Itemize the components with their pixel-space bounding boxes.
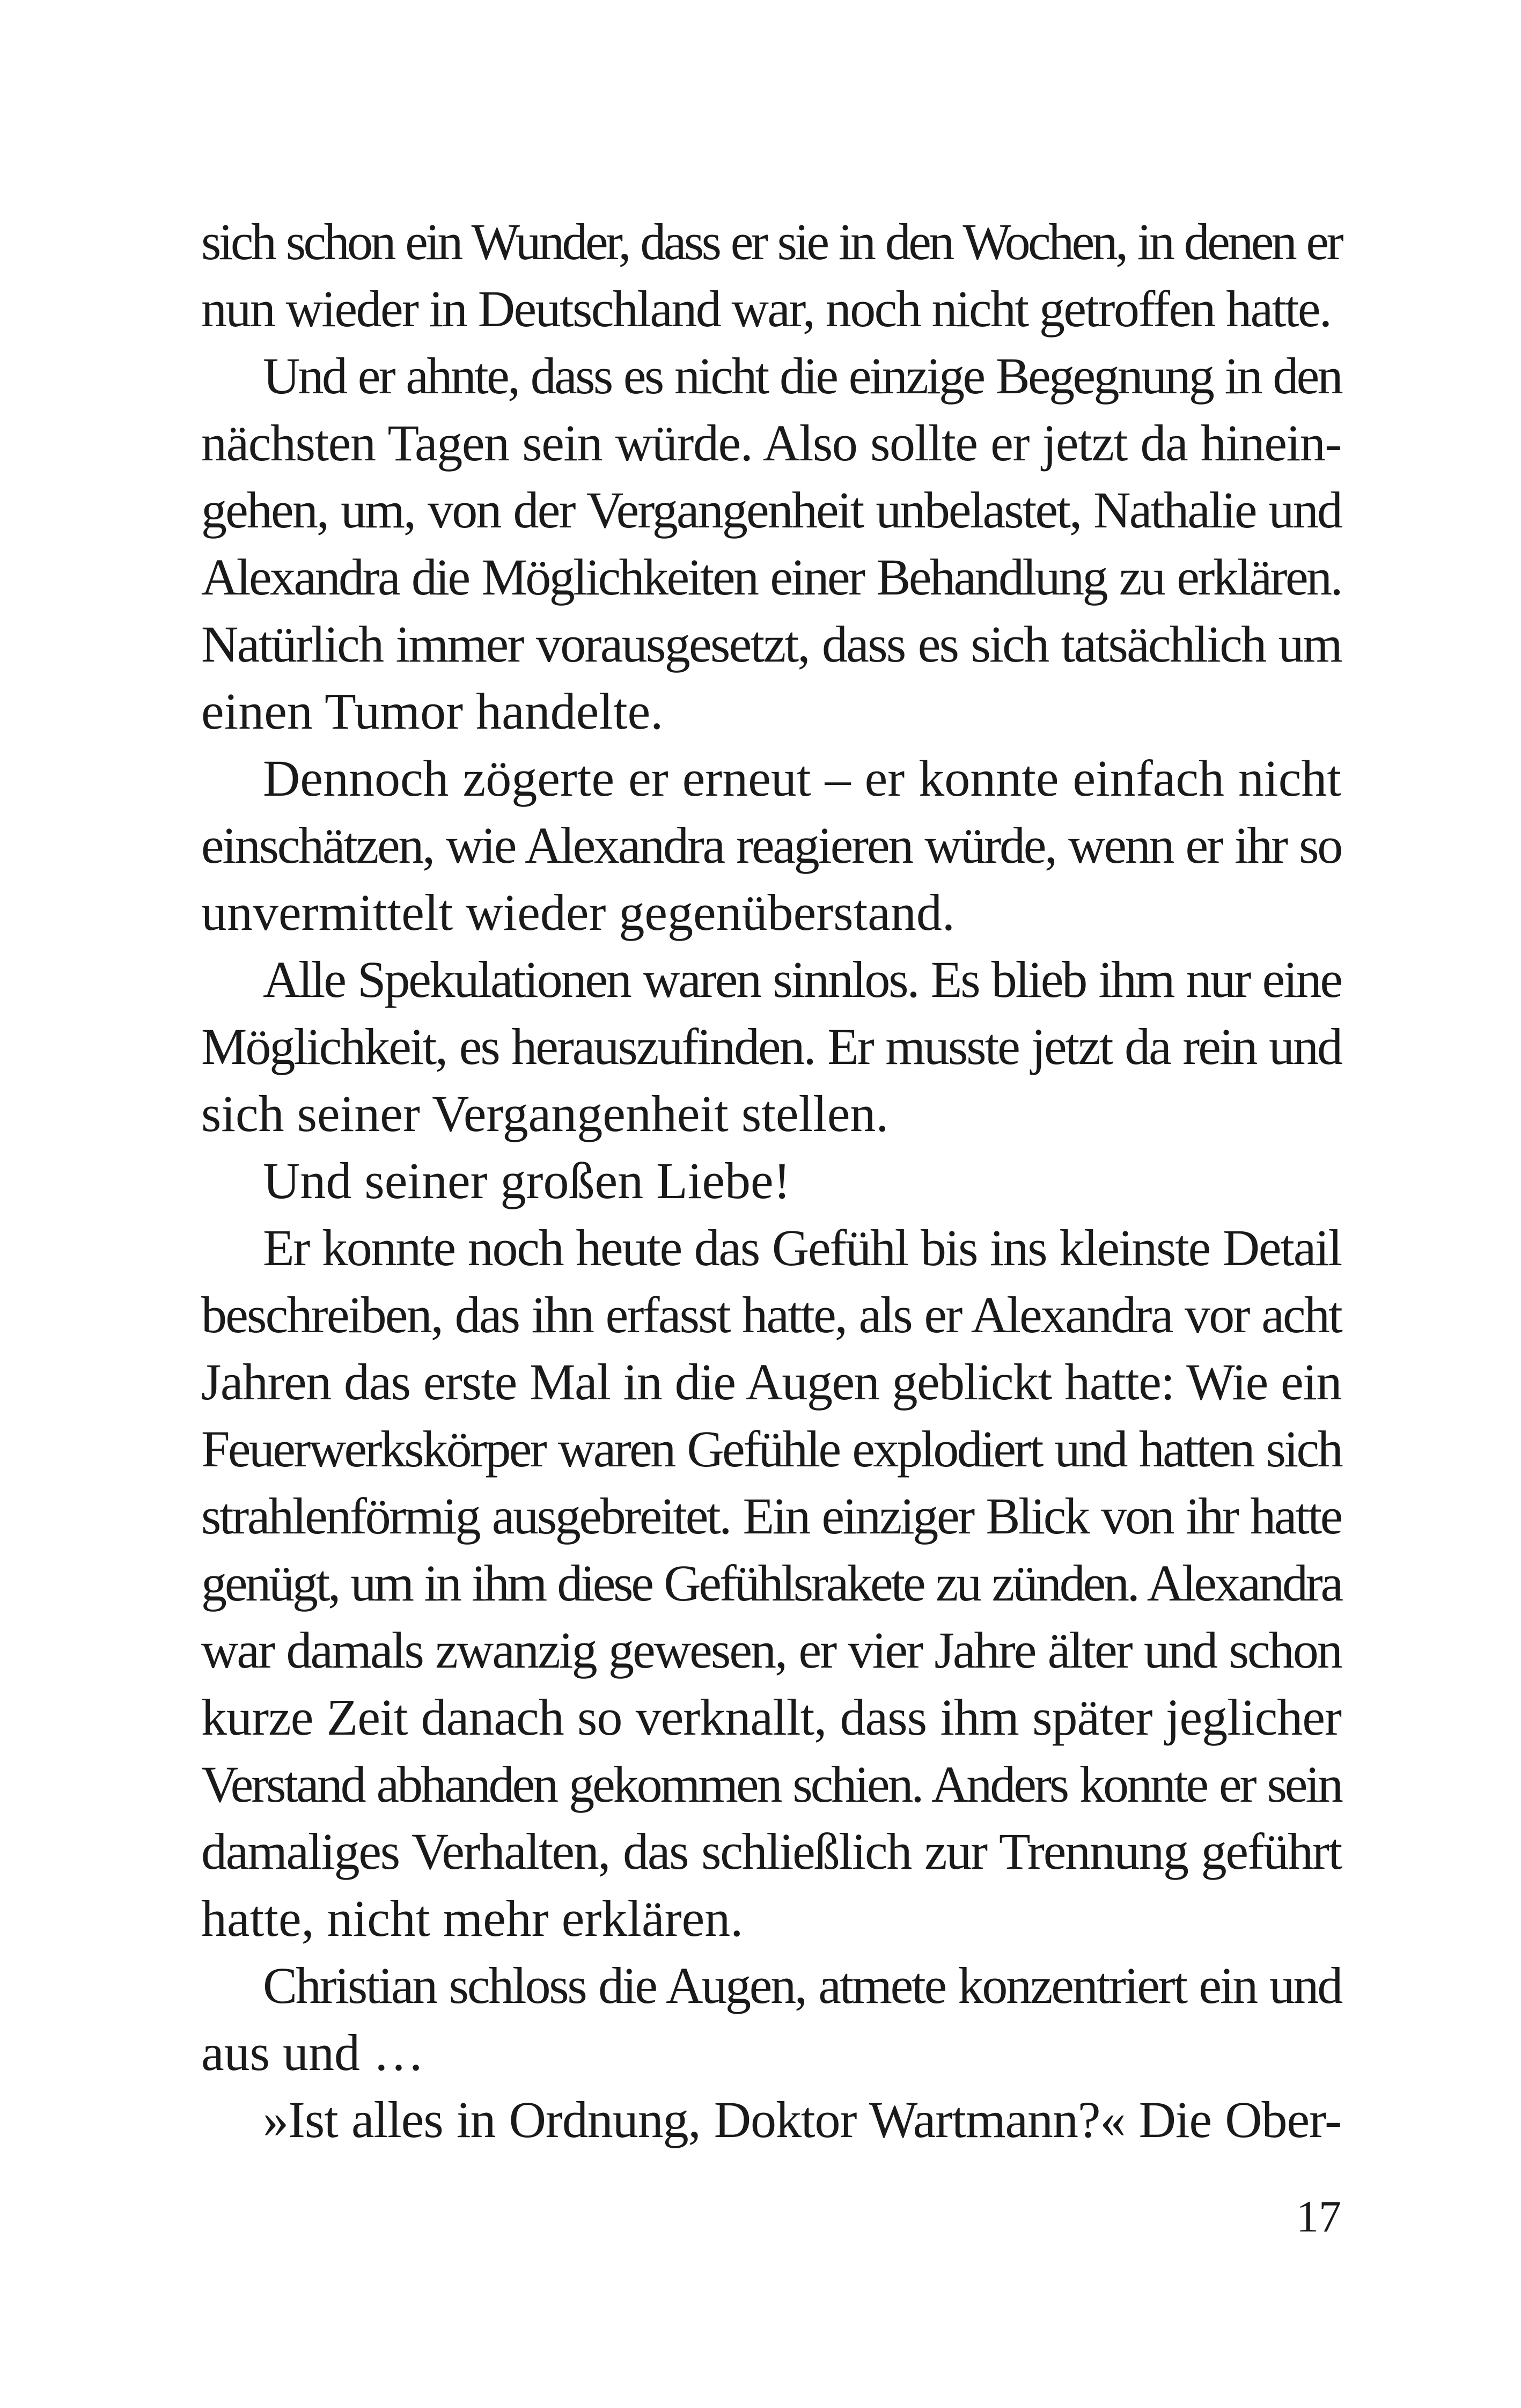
page-number: 17 bbox=[1296, 2192, 1341, 2242]
text-line: Und seiner großen Liebe! bbox=[263, 1152, 791, 1209]
text-line: damaliges Verhalten, das schließlich zur Trennung geführt bbox=[201, 1823, 1341, 1880]
text-line: sich schon ein Wunder, dass er sie in den Wochen, in denen er bbox=[201, 213, 1341, 270]
text-line: einschätzen, wie Alexandra reagieren würde, wenn er ihr so bbox=[201, 817, 1341, 874]
text-line: nun wieder in Deutschland war, noch nicht getroffen hatte. bbox=[201, 280, 1331, 337]
text-line: Christian schloss die Augen, atmete konzentriert ein und bbox=[263, 1957, 1341, 2014]
text-line: Natürlich immer vorausgesetzt, dass es sich tatsächlich um bbox=[201, 615, 1341, 673]
text-line: Verstand abhanden gekommen schien. Anders konnte er sein bbox=[201, 1756, 1341, 1813]
text-line: hatte, nicht mehr erklären. bbox=[201, 1890, 744, 1947]
text-line: »Ist alles in Ordnung, Doktor Wartmann?« Die Ober- bbox=[263, 2091, 1341, 2148]
text-line: Dennoch zögerte er erneut – er konnte einfach nicht bbox=[263, 750, 1341, 807]
text-line: Möglichkeit, es herauszufinden. Er musste jetzt da rein und bbox=[201, 1018, 1341, 1075]
text-line: war damals zwanzig gewesen, er vier Jahre älter und schon bbox=[201, 1621, 1341, 1679]
text-line: Alexandra die Möglichkeiten einer Behandlung zu erklären. bbox=[201, 548, 1341, 606]
text-line: Jahren das erste Mal in die Augen geblickt hatte: Wie ein bbox=[201, 1353, 1341, 1411]
text-line: sich seiner Vergangenheit stellen. bbox=[201, 1085, 889, 1142]
text-line: Feuerwerkskörper waren Gefühle explodiert und hatten sich bbox=[201, 1420, 1341, 1478]
text-line: Alle Spekulationen waren sinnlos. Es blieb ihm nur eine bbox=[263, 951, 1341, 1008]
text-line: genügt, um in ihm diese Gefühlsrakete zu zünden. Alexandra bbox=[201, 1554, 1341, 1612]
text-line: Er konnte noch heute das Gefühl bis ins kleinste Detail bbox=[263, 1219, 1341, 1276]
text-line: einen Tumor handelte. bbox=[201, 682, 664, 740]
text-line: nächsten Tagen sein würde. Also sollte er jetzt da hinein- bbox=[201, 414, 1341, 472]
text-line: gehen, um, von der Vergangenheit unbelastet, Nathalie und bbox=[201, 481, 1341, 539]
text-line: aus und … bbox=[201, 2024, 424, 2081]
text-line: Und er ahnte, dass es nicht die einzige Begegnung in den bbox=[263, 347, 1341, 405]
text-line: strahlenförmig ausgebreitet. Ein einziger Blick von ihr hatte bbox=[201, 1487, 1341, 1545]
text-line: kurze Zeit danach so verknallt, dass ihm später jeglicher bbox=[201, 1688, 1341, 1746]
text-line: beschreiben, das ihn erfasst hatte, als er Alexandra vor acht bbox=[201, 1286, 1341, 1344]
body-text bbox=[201, 208, 1341, 2153]
text-line: unvermittelt wieder gegenüberstand. bbox=[201, 884, 955, 941]
